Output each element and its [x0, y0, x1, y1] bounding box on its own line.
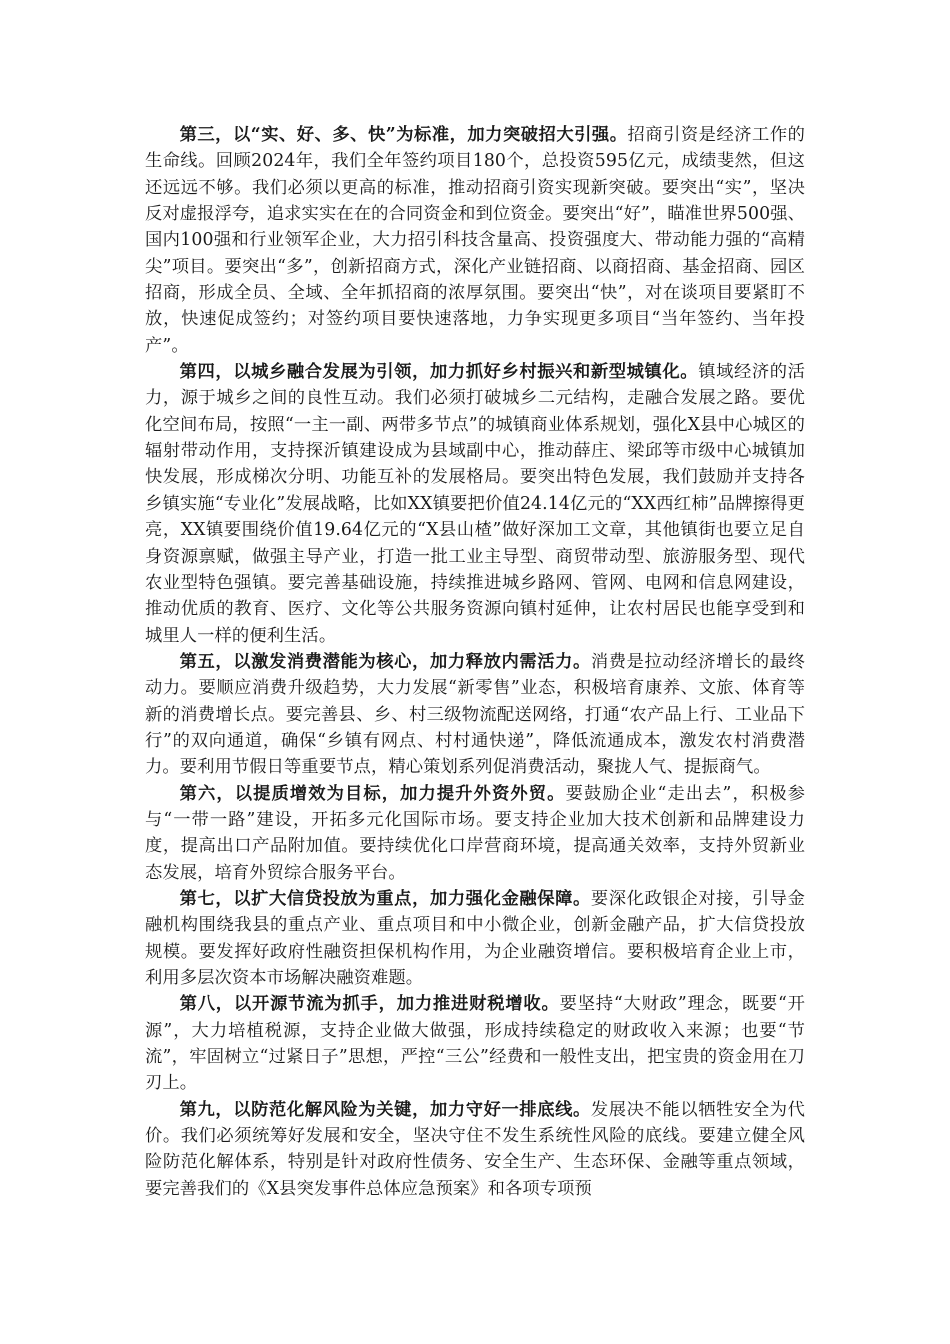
paragraph-lead: 第九，以防范化解风险为关键，加力守好一排底线。 [179, 1099, 591, 1120]
paragraph-ninth [145, 1097, 805, 1202]
paragraph-third [145, 122, 805, 359]
paragraph-body: 要深化政银企对接，引导金融机构围绕我县的重点产业、重点项目和中小微企业，创新金融产品，扩大信贷投放规模。要发挥好政府性融资担保机构作用，为企业融资增信。要积极培育企业上市，利用多层次资本市场解决融资难题。 [145, 888, 805, 988]
paragraph-body: 招商引资是经济工作的生命线。回顾2024年，我们全年签约项目180个，总投资595亿元，成绩斐然，但这还远远不够。我们必须以更高的标准，推动招商引资实现新突破。要突出“实”，坚决反对虚报浮夸，追求实实在在的合同资金和到位资金。要突出“好”，瞄准世界500强、国内100强和行业领军企业，大力招引科技含量高、投资强度大、带动能力强的“高精尖”项目。要突出“多”，创新招商方式，深化产业链招商、以商招商、基金招商、园区招商，形成全员、全域、全年抓招商的浓厚氛围。要突出“快”，对在谈项目要紧盯不放，快速促成签约；对签约项目要快速落地，力争实现更多项目“当年签约、当年投产”。 [145, 125, 805, 356]
paragraph-sixth [145, 781, 805, 886]
paragraph-fourth [145, 359, 805, 649]
paragraph-body: 要坚持“大财政”理念，既要“开源”，大力培植税源，支持企业做大做强，形成持续稳定的财政收入来源；也要“节流”，牢固树立“过紧日子”思想，严控“三公”经费和一般性支出，把宝贵的资金用在刀刃上。 [145, 994, 805, 1094]
paragraph-body: 要鼓励企业“走出去”，积极参与“一带一路”建设，开拓多元化国际市场。要支持企业加大技术创新和品牌建设力度，提高出口产品附加值。要持续优化口岸营商环境，提高通关效率，支持外贸新业态发展，培育外贸综合服务平台。 [145, 783, 805, 883]
paragraph-lead: 第八，以开源节流为抓手，加力推进财税增收。 [179, 994, 560, 1015]
paragraph-body: 镇域经济的活力，源于城乡之间的良性互动。我们必须打破城乡二元结构，走融合发展之路。要优化空间布局，按照“一主一副、两带多节点”的城镇商业体系规划，强化X县中心城区的辐射带动作用，支持探沂镇建设成为县域副中心，推动薛庄、梁邱等市级中心城镇加快发展，形成梯次分明、功能互补的发展格局。要突出特色发展，我们鼓励并支持各乡镇实施“专业化”发展战略，比如XX镇要把价值24.14亿元的“XX西红柿”品牌擦得更亮，XX镇要围绕价值19.64亿元的“X县山楂”做好深加工文章，其他镇街也要立足自身资源禀赋，做强主导产业，打造一批工业主导型、商贸带动型、旅游服务型、现代农业型特色强镇。要完善基础设施，持续推进城乡路网、管网、电网和信息网建设，推动优质的教育、医疗、文化等公共服务资源向镇村延伸，让农村居民也能享受到和城里人一样的便利生活。 [145, 362, 805, 646]
paragraph-lead: 第三，以“实、好、多、快”为标准，加力突破招大引强。 [179, 125, 628, 145]
paragraph-fifth [145, 649, 805, 781]
paragraph-lead: 第五，以激发消费潜能为核心，加力释放内需活力。 [179, 651, 591, 672]
paragraph-eighth [145, 991, 805, 1096]
paragraph-seventh [145, 886, 805, 991]
paragraph-body: 发展决不能以牺牲安全为代价。我们必须统筹好发展和安全，坚决守住不发生系统性风险的底线。要建立健全风险防范化解体系，特别是针对政府性债务、安全生产、生态环保、金融等重点领域，要完善我们的《X县突发事件总体应急预案》和各项专项预 [145, 1099, 805, 1199]
paragraph-body: 消费是拉动经济增长的最终动力。要顺应消费升级趋势，大力发展“新零售”业态，积极培育康养、文旅、体育等新的消费增长点。要完善县、乡、村三级物流配送网络，打通“农产品上行、工业品下行”的双向通道，确保“乡镇有网点、村村通快递”，降低流通成本，激发农村消费潜力。要利用节假日等重要节点，精心策划系列促消费活动，聚拢人气、提振商气。 [145, 651, 805, 778]
paragraph-lead: 第七，以扩大信贷投放为重点，加力强化金融保障。 [179, 888, 591, 909]
document-page [145, 122, 805, 1202]
paragraph-lead: 第六，以提质增效为目标，加力提升外资外贸。 [179, 783, 566, 804]
paragraph-lead: 第四，以城乡融合发展为引领，加力抓好乡村振兴和新型城镇化。 [179, 362, 699, 383]
